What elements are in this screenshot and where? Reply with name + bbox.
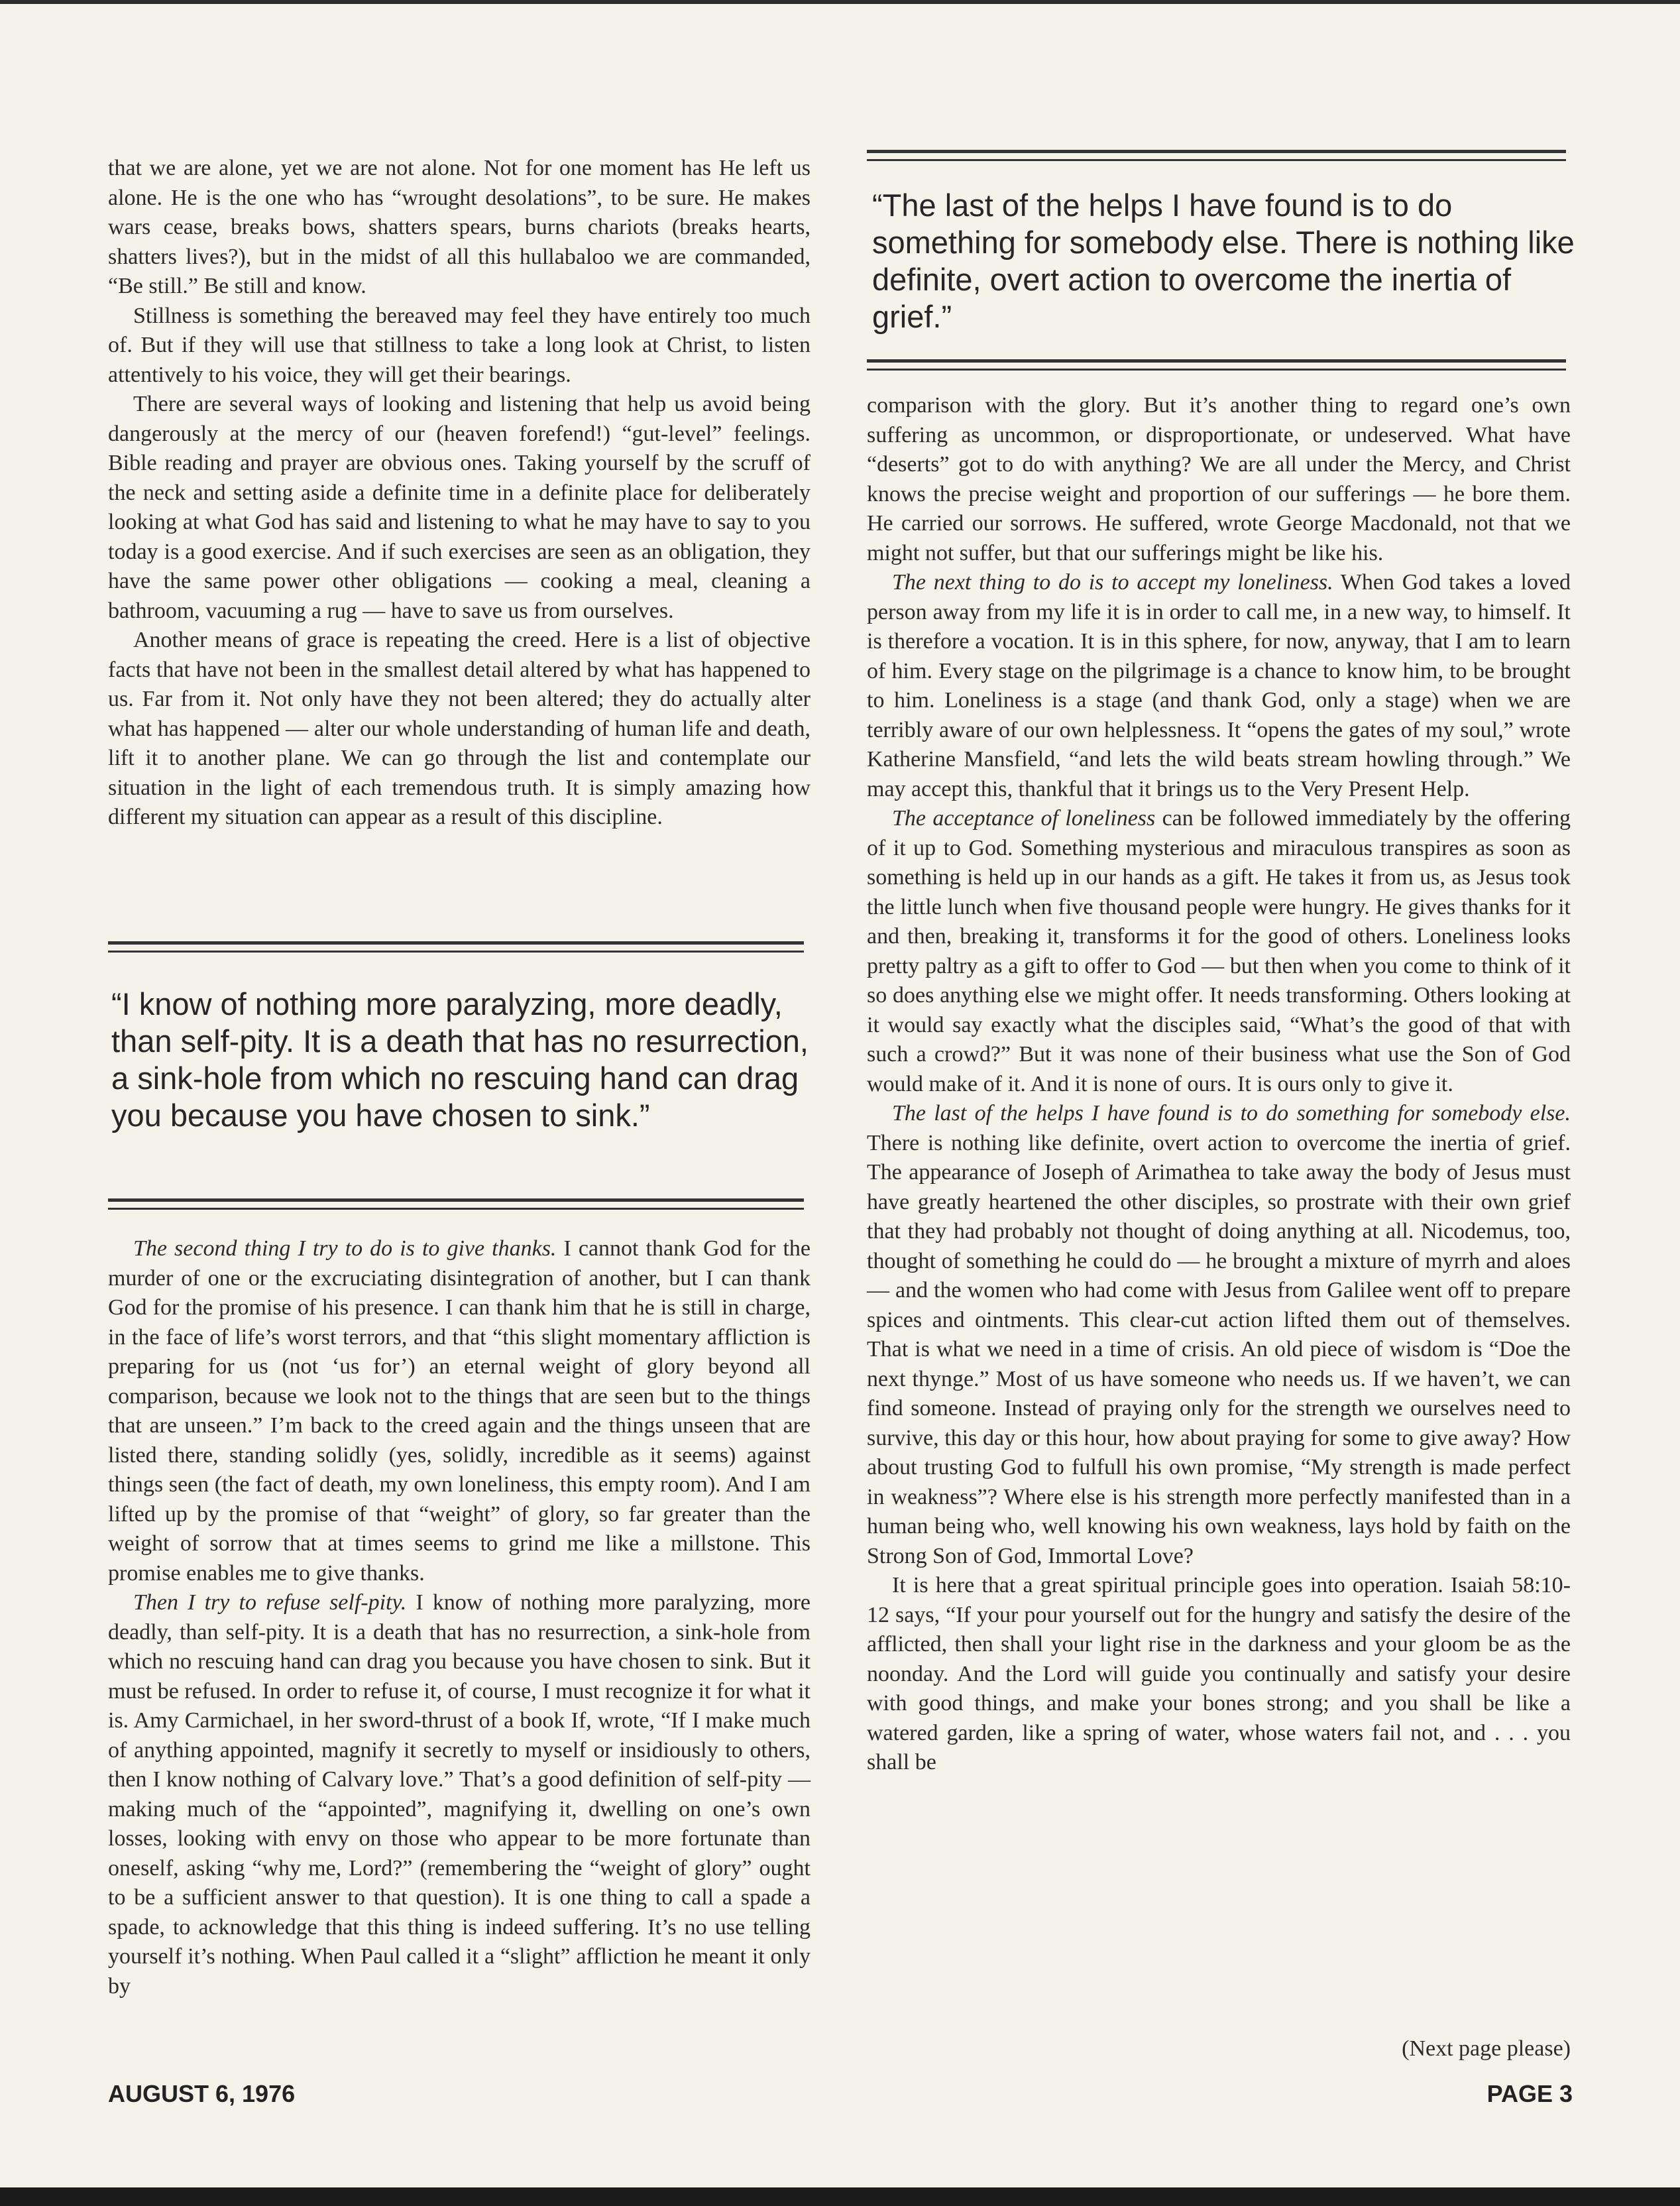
left-column-bottom xyxy=(108,1234,811,2001)
paragraph: that we are alone, yet we are not alone. Not for one moment has He left us alone. He is the one who has “wrought desolations”, to be sure. He makes wars cease, breaks bows, shatters spears, burns chariots (breaks hearts, shatters lives?), but in the midst of all this hullabaloo we are commanded, “Be still.” Be still and know. xyxy=(108,156,811,298)
paragraph xyxy=(108,1234,811,1588)
paragraph-body: When God takes a loved person away from my life it is in order to call me, in a new way, to himself. It is therefore a vocation. It is in this sphere, for now, anyway, that I am to learn of him. Every stage on the pilgrimage is a chance to know him, to be brought to him. Loneliness is a stage (and thank God, only a stage) when we are terribly aware of our own helplessness. It “opens the gates of my soul,” wrote Katherine Mansfield, “and lets the wild beats stream howling through.” We may accept this, thankful that it brings us to the Very Present Help. xyxy=(867,570,1571,801)
pull-quote-rule-bottom xyxy=(108,1198,804,1202)
pull-quote-rule-top xyxy=(108,941,804,945)
paragraph xyxy=(867,568,1571,804)
paragraph: There are several ways of looking and listening that help us avoid being dangerously at the mercy of our (heaven forefend!) “gut-level” feelings. Bible reading and prayer are obvious ones. Taking yourself by the scruff of the neck and setting aside a definite time in a definite place for deliberately looking at what God has said and listening to what he may have to say to you today is a good exercise. And if such exercises are seen as an obligation, they have the same power other obligations — cooking a meal, cleaning a bathroom, vacuuming a rug — have to save us from ourselves. xyxy=(108,392,811,623)
footer-date: AUGUST 6, 1976 xyxy=(108,2080,296,2107)
paragraph-body: There is nothing like definite, overt action to overcome the inertia of grief. The appearance of Joseph of Arimathea to take away the body of Jesus must have greatly heartened the other disciples, so prostrate with their own grief that they had probably not thought of doing anything at all. Nicodemus, too, thought of something he could do — he brought a mixture of myrrh and aloes — and the women who had come with Jesus from Galilee went off to prepare spices and ointments. This clear-cut action lifted them out of themselves. That is what we need in a time of crisis. An old piece of wisdom is “Doe the next thynge.” Most of us have someone who needs us. If we haven’t, we can find someone. Instead of praying only for the strength we ourselves need to survive, this day or this hour, how about praying for some to give away? How about trusting God to fulfull his own promise, “My strength is made perfect in weakness”? Where else is his strength more perfectly manifested than in a human being who, well knowing his own weakness, lays hold by faith on the Strong Son of God, Immortal Love? xyxy=(867,1130,1571,1568)
italic-lead: The acceptance of loneliness xyxy=(892,806,1156,831)
paragraph-body: can be followed immediately by the offering of it up to God. Something mysterious and miraculous transpires as soon as something is held up in our hands as a gift. He takes it from us, as Jesus took the little lunch when five thousand people were hungry. He gives thanks for it and then, breaking it, transforms it for the good of others. Loneliness looks pretty paltry as a gift to offer to God — but then when you come to think of it so does anything else we might offer. It needs transforming. Others looking at it would say exactly what the disciples said, “What’s the good of that with such a crowd?” But it was none of their business what use the Son of God would make of it. And it is none of ours. It is ours only to give it. xyxy=(867,806,1571,1096)
paragraph: Stillness is something the bereaved may feel they have entirely too much of. But if they will use that stillness to take a long look at Christ, to listen attentively to his voice, they will get their bearings. xyxy=(108,303,811,387)
next-page-note: (Next page please) xyxy=(1402,2036,1571,2061)
top-edge xyxy=(0,0,1680,4)
italic-lead: The second thing I try to do is to give thanks. xyxy=(133,1236,557,1261)
italic-lead: Then I try to refuse self-pity. xyxy=(133,1590,407,1615)
paragraph: Another means of grace is repeating the creed. Here is a list of objective facts that have not been in the smallest detail altered by what has happened to us. Far from it. Not only have they not been altered; they do actually alter what has happened — alter our whole understanding of human life and death, lift it to another plane. We can go through the list and contemplate our situation in the light of each tremendous truth. It is simply amazing how different my situation can appear as a result of this discipline. xyxy=(108,628,811,829)
italic-lead: The last of the helps I have found is to do something for somebody else. xyxy=(892,1101,1571,1126)
paragraph-body: I know of nothing more paralyzing, more deadly, than self-pity. It is a death that has no resurrection, a sink-hole from which no rescuing hand can drag you because you have chosen to sink. But it must be refused. In order to refuse it, of course, I must recognize it for what it is. Amy Carmichael, in her sword-thrust of a book If, wrote, “If I make much of anything appointed, magnify it secretly to myself or insidiously to others, then I know nothing of Calvary love.” That’s a good definition of self-pity — making much of the “appointed”, magnifying it, dwelling on one’s own losses, looking with envy on those who appear to be more fortunate than oneself, asking “why me, Lord?” (remembering the “weight of glory” ought to be a sufficient answer to that question). It is one thing to call a spade a spade, to acknowledge that this thing is indeed suffering. It’s no use telling yourself it’s nothing. When Paul called it a “slight” affliction he meant it only by xyxy=(108,1590,811,1999)
pull-quote-left: “I know of nothing more paralyzing, more deadly, than self-pity. It is a death that has no resurrection, a sink-hole from which no rescuing hand can drag you because you have chosen to sink.” xyxy=(111,986,809,1133)
pull-quote-rule-bottom-thin xyxy=(108,1208,804,1210)
footer-page-number: PAGE 3 xyxy=(1486,2080,1573,2107)
pull-quote-rule-bottom-thin xyxy=(867,369,1566,371)
paragraph xyxy=(867,1571,1571,1778)
paragraph xyxy=(867,804,1571,1099)
paragraph-body: It is here that a great spiritual principle goes into operation. Isaiah 58:10-12 says, “If your pour yourself out for the hungry and satisfy the desire of the afflicted, then shall your light rise in the darkness and your gloom be as the noonday. And the Lord will guide you continually and satisfy your desire with good things, and make your bones strong; and you shall be like a watered garden, like a spring of water, whose waters fail not, and . . . you shall be xyxy=(867,1573,1571,1774)
right-column xyxy=(867,391,1571,1778)
pull-quote-rule-top-thin xyxy=(108,951,804,953)
pull-quote-right: “The last of the helps I have found is to do something for somebody else. There is nothing like definite, overt action to overcome the inertia of grief.” xyxy=(872,188,1575,334)
pull-quote-rule-top xyxy=(867,150,1566,153)
paragraph xyxy=(867,1099,1571,1571)
bottom-edge xyxy=(0,2187,1680,2206)
pull-quote-rule-bottom xyxy=(867,359,1566,363)
paragraph-body: I cannot thank God for the murder of one or the excruciating disintegration of another, but I can thank God for the promise of his presence. I can thank him that he is still in charge, in the face of life’s worst terrors, and that “this slight momentary affliction is preparing for us (not ‘us for’) an eternal weight of glory beyond all comparison, because we look not to the things that are seen but to the things that are unseen.” I’m back to the creed again and the things unseen that are listed there, standing solidly (yes, solidly, incredible as it seems) against things seen (the fact of death, my own loneliness, this empty room). And I am lifted up by the promise of that “weight” of glory, so far greater than the weight of sorrow that at times seems to grind me like a millstone. This promise enables me to give thanks. xyxy=(108,1236,811,1586)
paragraph xyxy=(867,391,1571,568)
italic-lead: The next thing to do is to accept my loneliness. xyxy=(892,570,1333,595)
paragraph xyxy=(108,1588,811,2001)
left-column-top xyxy=(108,154,811,833)
pull-quote-rule-top-thin xyxy=(867,159,1566,161)
paragraph-body: comparison with the glory. But it’s another thing to regard one’s own suffering as uncommon, or disproportionate, or undeserved. What have “deserts” got to do with anything? We are all under the Mercy, and Christ knows the precise weight and proportion of our sufferings — he bore them. He carried our sorrows. He suffered, wrote George Macdonald, not that we might not suffer, but that our sufferings might be like his. xyxy=(867,393,1571,565)
